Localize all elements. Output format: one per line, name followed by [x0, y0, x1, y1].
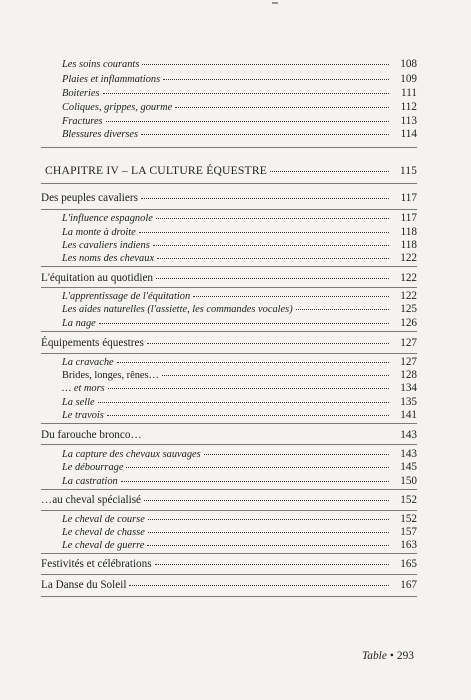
- leader-dots: [139, 232, 389, 233]
- leader-dots: [121, 481, 389, 482]
- entry-page: 122: [400, 252, 417, 264]
- section-page: 167: [400, 579, 417, 591]
- entry-title: Le cheval de course: [62, 514, 145, 525]
- footer-label: Table: [362, 650, 387, 662]
- leader-dots: [155, 564, 389, 565]
- section-title: Du farouche bronco…: [41, 429, 142, 441]
- section-heading: [41, 273, 417, 284]
- leader-dots: [204, 454, 389, 455]
- entry-page: 141: [400, 409, 417, 421]
- toc-entry: [62, 116, 417, 127]
- toc-entry: [62, 397, 417, 408]
- leader-dots: [148, 519, 389, 520]
- divider: [41, 266, 417, 267]
- leader-dots: [153, 245, 389, 246]
- leader-dots: [193, 296, 389, 297]
- footer-bullet: •: [389, 650, 394, 662]
- leader-dots: [103, 93, 389, 94]
- leader-dots: [156, 278, 389, 279]
- page-footer: [362, 650, 414, 662]
- entry-title: Le travois: [62, 410, 104, 421]
- entry-title: La capture des chevaux sauvages: [62, 449, 201, 460]
- leader-dots: [144, 500, 389, 501]
- entry-title: La monte à droite: [62, 227, 136, 238]
- entry-page: 126: [400, 317, 417, 329]
- toc-entry: [62, 527, 417, 538]
- entry-title: Le débourrage: [62, 462, 124, 473]
- entry-page: 113: [400, 115, 417, 127]
- entry-title: L'influence espagnole: [62, 213, 153, 224]
- leader-dots: [162, 375, 389, 376]
- entry-title: Les aides naturelles (l'assiette, les commandes vocales): [62, 304, 293, 315]
- toc-entry: [62, 102, 417, 113]
- section-page: 127: [400, 337, 417, 349]
- leader-dots: [296, 309, 389, 310]
- entry-page: 163: [400, 539, 417, 551]
- entry-page: 118: [400, 226, 417, 238]
- leader-dots: [163, 79, 389, 80]
- entry-title: Les soins courants: [62, 59, 140, 70]
- divider: [41, 331, 417, 332]
- section-heading: [41, 430, 417, 441]
- section-page: 165: [400, 558, 417, 570]
- entry-title: Les cavaliers indiens: [62, 240, 150, 251]
- toc-entry: [62, 291, 417, 302]
- section-title: Festivités et célébrations: [41, 558, 152, 570]
- entry-page: 108: [400, 58, 417, 70]
- toc-entry: [62, 59, 417, 70]
- section-page: 143: [400, 429, 417, 441]
- toc-entry: [62, 383, 417, 394]
- section-title: L'équitation au quotidien: [41, 272, 154, 284]
- section-page: 117: [400, 192, 417, 204]
- divider: [41, 510, 417, 511]
- section-page: 122: [400, 272, 417, 284]
- section-heading: [41, 193, 417, 204]
- entry-page: 152: [400, 513, 417, 525]
- divider: [41, 574, 417, 575]
- entry-page: 145: [400, 461, 417, 473]
- toc-entry: [62, 253, 417, 264]
- toc-entry: [62, 410, 417, 421]
- chapter-heading: [45, 165, 417, 177]
- divider: [41, 287, 417, 288]
- entry-page: 111: [401, 87, 417, 99]
- section-heading: [41, 338, 417, 349]
- section-title: Des peuples cavaliers: [41, 192, 138, 204]
- divider: [41, 444, 417, 445]
- entry-title: Fractures: [62, 116, 103, 127]
- entry-page: 135: [400, 396, 417, 408]
- entry-title: Le cheval de chasse: [62, 527, 145, 538]
- section-heading: [41, 580, 417, 591]
- entry-title: La selle: [62, 397, 95, 408]
- entry-page: 118: [400, 239, 417, 251]
- entry-title: … et mors: [62, 383, 105, 394]
- leader-dots: [117, 362, 389, 363]
- leader-dots: [142, 64, 389, 65]
- chapter-page: 115: [400, 165, 417, 177]
- leader-dots: [147, 545, 389, 546]
- footer-page-number: 293: [396, 650, 414, 662]
- divider: [41, 596, 417, 597]
- section-heading: [41, 495, 417, 506]
- entry-title: La nage: [62, 318, 96, 329]
- entry-page: 127: [400, 356, 417, 368]
- leader-dots: [175, 107, 389, 108]
- scan-mark: [272, 2, 278, 4]
- entry-title: L'apprentissage de l'équitation: [62, 291, 191, 302]
- entry-title: Brides, longes, rênes…: [62, 370, 159, 381]
- entry-page: 134: [400, 382, 417, 394]
- divider: [41, 489, 417, 490]
- toc-entry: [62, 318, 417, 329]
- toc-entry: [62, 476, 417, 487]
- toc-entry: [62, 514, 417, 525]
- entry-title: La castration: [62, 476, 118, 487]
- entry-page: 117: [400, 212, 417, 224]
- entry-page: 125: [400, 303, 417, 315]
- section-page: 152: [400, 494, 417, 506]
- leader-dots: [147, 343, 389, 344]
- toc-entry: [62, 462, 417, 473]
- leader-dots: [98, 402, 389, 403]
- divider: [41, 423, 417, 424]
- section-heading: [41, 559, 417, 570]
- toc-entry: [62, 129, 417, 140]
- chapter-title: CHAPITRE IV – LA CULTURE ÉQUESTRE: [45, 164, 268, 177]
- entry-title: Blessures diverses: [62, 129, 139, 140]
- entry-page: 109: [400, 73, 417, 85]
- entry-title: Les noms des chevaux: [62, 253, 155, 264]
- entry-page: 157: [400, 526, 417, 538]
- entry-title: Le cheval de guerre: [62, 540, 145, 551]
- entry-page: 143: [400, 448, 417, 460]
- leader-dots: [129, 585, 389, 586]
- leader-dots: [126, 467, 389, 468]
- toc-entry: [62, 304, 417, 315]
- leader-dots: [107, 415, 389, 416]
- entry-title: Plaies et inflammations: [62, 74, 161, 85]
- section-title: Équipements équestres: [41, 337, 144, 349]
- leader-dots: [106, 121, 389, 122]
- entry-page: 150: [400, 475, 417, 487]
- entry-page: 122: [400, 290, 417, 302]
- entry-title: La cravache: [62, 357, 114, 368]
- toc-entry: [62, 449, 417, 460]
- divider: [41, 209, 417, 210]
- toc-entry: [62, 370, 417, 381]
- divider: [41, 553, 417, 554]
- section-title: La Danse du Soleil: [41, 579, 127, 591]
- divider: [41, 353, 417, 354]
- leader-dots: [148, 532, 389, 533]
- leader-dots: [157, 258, 389, 259]
- entry-title: Coliques, grippes, gourme: [62, 102, 173, 113]
- toc-entry: [62, 240, 417, 251]
- entry-page: 114: [400, 128, 417, 140]
- leader-dots: [141, 134, 389, 135]
- toc-entry: [62, 74, 417, 85]
- leader-dots: [141, 198, 389, 199]
- leader-dots: [99, 323, 389, 324]
- toc-entry: [62, 213, 417, 224]
- toc-entry: [62, 227, 417, 238]
- toc-entry: [62, 88, 417, 99]
- section-title: …au cheval spécialisé: [41, 494, 142, 506]
- entry-page: 128: [400, 369, 417, 381]
- entry-title: Boiteries: [62, 88, 100, 99]
- leader-dots: [270, 171, 389, 172]
- leader-dots: [156, 218, 389, 219]
- entry-page: 112: [400, 101, 417, 113]
- divider: [41, 183, 417, 184]
- toc-entry: [62, 357, 417, 368]
- toc-entry: [62, 540, 417, 551]
- leader-dots: [108, 388, 389, 389]
- divider: [41, 147, 417, 148]
